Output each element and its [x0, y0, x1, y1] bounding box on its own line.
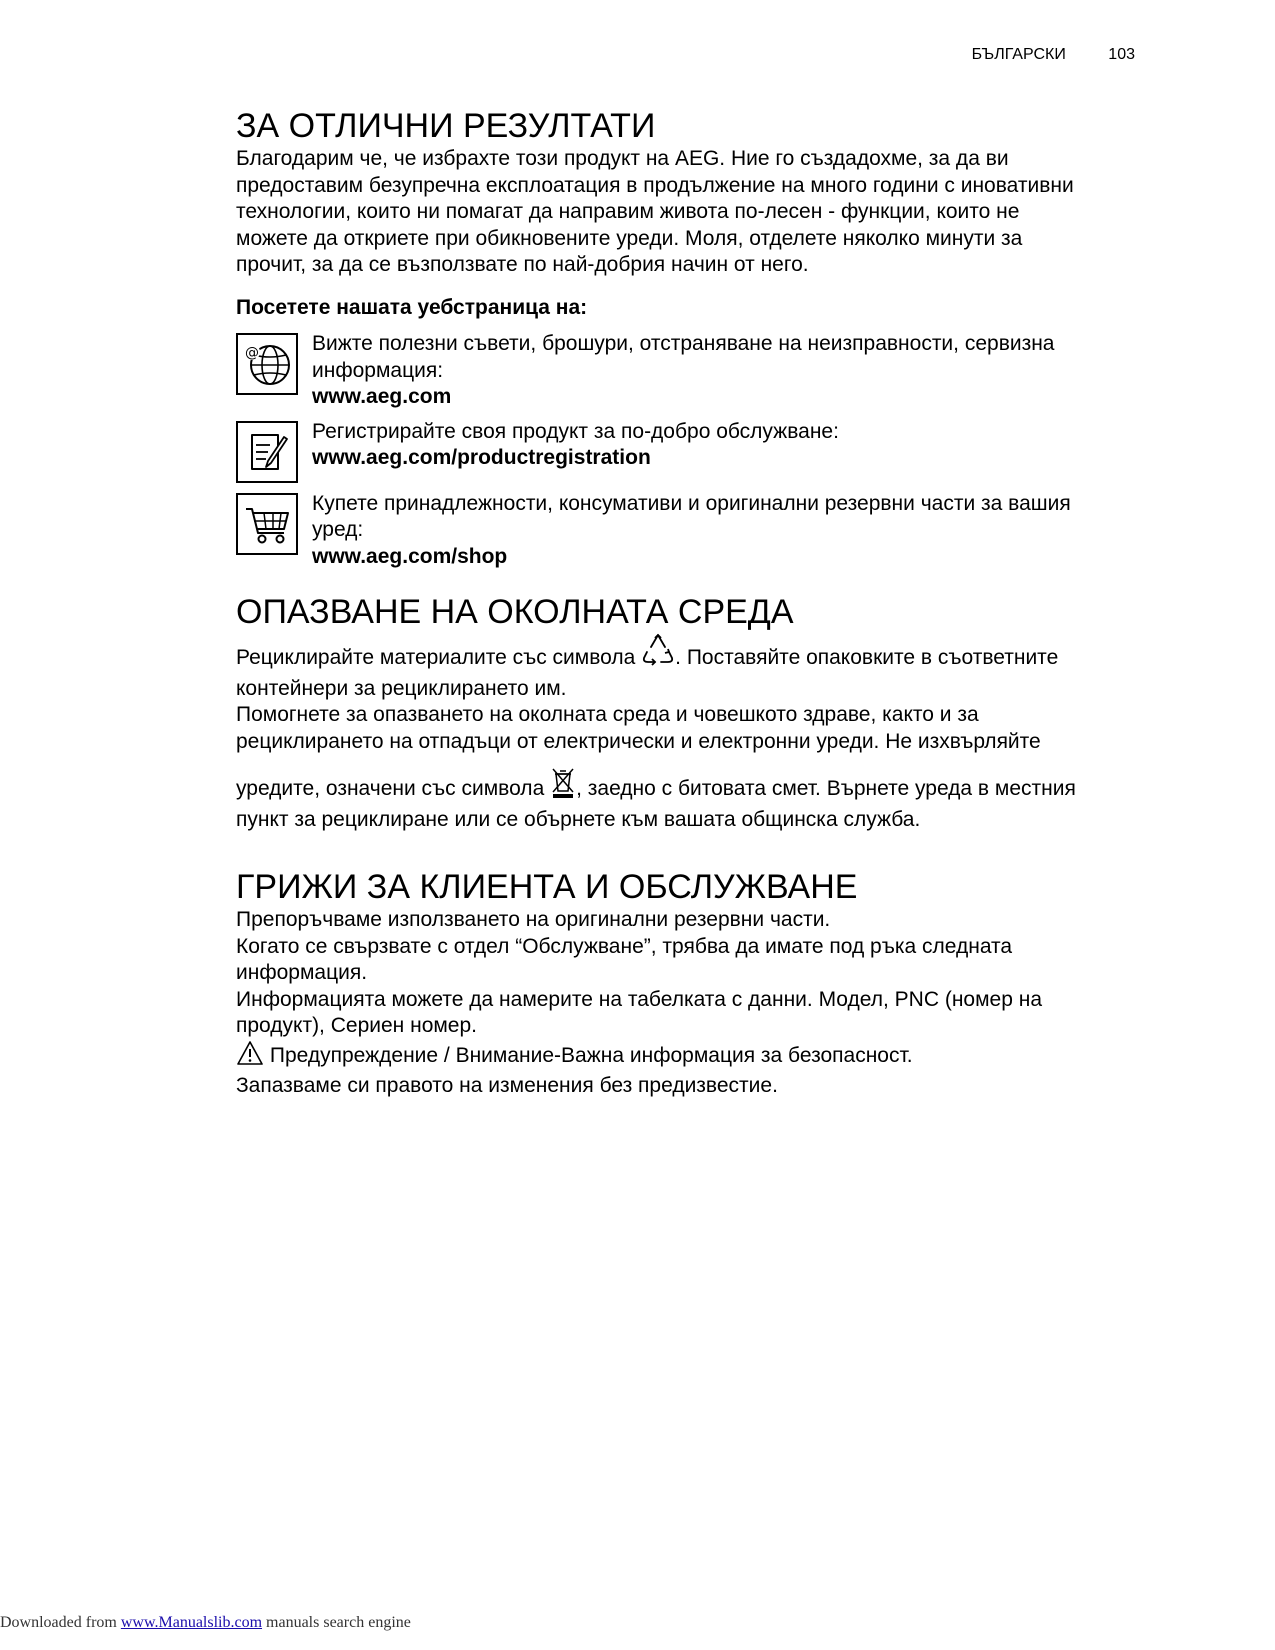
care-line: информация.	[236, 961, 368, 984]
intro-line: технологии, които ни помагат да направим живота по-лесен - функции, които не	[236, 200, 1020, 223]
help-text-line2: рециклирането на отпадъци от електрически и електронни уреди. Не изхвърляйте	[236, 729, 1041, 753]
section-title-customer-care: ГРИЖИ ЗА КЛИЕНТА И ОБСЛУЖВАНЕ	[236, 868, 858, 906]
recycle-icon	[641, 632, 675, 676]
weee-text-line2: пункт за рециклиране или се обърнете към вашата общинска служба.	[236, 807, 921, 831]
link-description: уред:	[312, 518, 364, 541]
link-row-shop	[236, 491, 1136, 571]
section-title-results: ЗА ОТЛИЧНИ РЕЗУЛТАТИ	[236, 107, 656, 145]
link-description: Регистрирайте своя продукт за по-добро обслужване:	[312, 419, 839, 443]
weee-text-start: уредите, означени със символа	[236, 777, 545, 800]
recycle-text-line2: контейнери за рециклирането им.	[236, 676, 567, 700]
care-line: Информацията можете да намерите на табелката с данни. Модел, PNC (номер на	[236, 987, 1043, 1011]
page-header	[972, 46, 1135, 64]
weee-text-end: , заедно с битовата смет. Върнете уреда в местния	[576, 777, 1076, 800]
crossed-bin-icon	[550, 765, 576, 807]
care-line: Препоръчваме използването на оригинални резервни части.	[236, 908, 831, 931]
help-text-line1: Помогнете за опазването на околната среда и човешкото здраве, както и за	[236, 703, 979, 726]
care-line: Запазваме си правото на изменения без предизвестие.	[236, 1074, 778, 1097]
customer-care-paragraph	[236, 907, 1136, 1100]
warning-triangle-icon	[236, 1040, 264, 1074]
visit-website-label: Посетете нашата уебстраница на:	[236, 295, 588, 319]
footer-suffix: manuals search engine	[262, 1614, 411, 1631]
link-text-block	[312, 331, 1055, 411]
page-number: 103	[1108, 46, 1135, 63]
care-line: продукт), Сериен номер.	[236, 1014, 477, 1037]
link-row-tips	[236, 331, 1136, 411]
recycle-text-end: . Поставяйте опаковките в съответните	[675, 646, 1059, 669]
url-aeg-shop[interactable]: www.aeg.com/shop	[312, 544, 508, 568]
globe-at-icon	[236, 333, 298, 395]
intro-line: Благодарим че, че избрахте този продукт на AEG. Ние го създадохме, за да ви	[236, 147, 1009, 170]
manualslib-link[interactable]: www.Manualslib.com	[120, 1614, 263, 1631]
header-language: БЪЛГАРСКИ	[971, 46, 1066, 63]
link-description: Купете принадлежности, консумативи и оригинални резервни части за вашия	[312, 491, 1071, 515]
link-text-block	[312, 491, 1071, 571]
recycle-text-start: Рециклирайте материалите със символа	[236, 646, 636, 669]
environment-paragraph	[236, 632, 1136, 755]
link-row-registration	[236, 419, 1136, 483]
shopping-cart-icon	[236, 493, 298, 555]
care-line: Когато се свързвате с отдел “Обслужване”, трябва да имате под ръка следната	[236, 934, 1013, 958]
intro-line: можете да откриете при обикновените уреди. Моля, отделете няколко минути за	[236, 226, 1023, 250]
url-product-registration[interactable]: www.aeg.com/productregistration	[312, 446, 651, 469]
section-title-environment: ОПАЗВАНЕ НА ОКОЛНАТА СРЕДА	[236, 593, 794, 631]
link-description: Вижте полезни съвети, брошури, отстраняване на неизправности, сервизна	[312, 332, 1055, 355]
footer-prefix: Downloaded from	[0, 1614, 117, 1631]
page-content	[236, 106, 1136, 1100]
url-aeg-com[interactable]: www.aeg.com	[312, 385, 452, 408]
weee-paragraph	[236, 765, 1136, 833]
intro-line: прочит, за да се възползвате по най-добрия начин от него.	[236, 253, 809, 276]
download-footer	[0, 1614, 411, 1632]
intro-line: предоставим безупречна експлоатация в продължение на много години с иновативни	[236, 173, 1074, 197]
warning-text: Предупреждение / Внимание-Важна информация за безопасност.	[269, 1043, 913, 1067]
intro-paragraph	[236, 146, 1136, 279]
svg-text:@: @	[245, 345, 259, 361]
link-description: информация:	[312, 358, 444, 382]
link-text-block	[312, 419, 839, 472]
notepad-pen-icon	[236, 421, 298, 483]
